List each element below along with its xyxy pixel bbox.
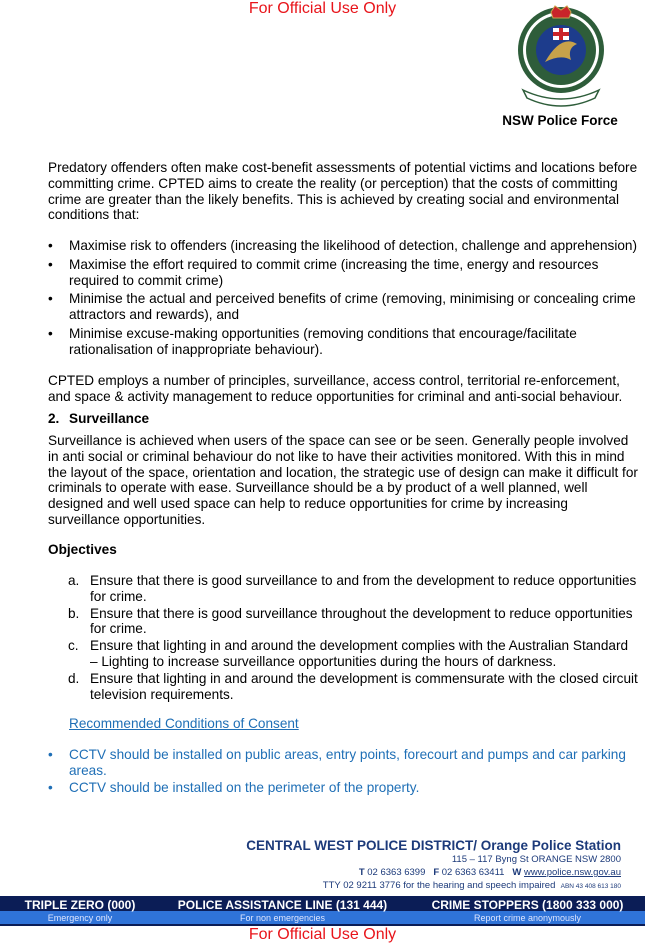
tty-line: TTY 02 9211 3776 for the hearing and speech impaired ABN 43 408 613 180 bbox=[322, 880, 621, 891]
criteria-list bbox=[48, 238, 640, 361]
website-link[interactable]: www.police.nsw.gov.au bbox=[524, 867, 621, 878]
triple-zero: TRIPLE ZERO (000) Emergency only bbox=[24, 898, 136, 923]
list-item: b. Ensure that there is good surveillance throughout the development to reduce opportunities for crime. bbox=[68, 605, 633, 637]
brand-name: NSW Police Force bbox=[502, 113, 618, 128]
contact-block bbox=[240, 853, 621, 893]
list-item: • Minimise the actual and perceived benefits of crime (removing, minimising or concealing crime attractors and rewards), and bbox=[48, 291, 636, 323]
abn: ABN 43 408 613 180 bbox=[560, 883, 621, 890]
classification-header: For Official Use Only bbox=[248, 0, 397, 17]
recommended-conditions-link[interactable]: Recommended Conditions of Consent bbox=[69, 716, 299, 731]
list-item: • Maximise risk to offenders (increasing the likelihood of detection, challenge and apprehension) bbox=[48, 238, 637, 253]
list-item: • CCTV should be installed on public areas, entry points, forecourt and pumps and car parking areas. bbox=[48, 747, 626, 778]
crime-stoppers: CRIME STOPPERS (1800 333 000) Report crime anonymously bbox=[431, 898, 624, 923]
bullet-icon: • bbox=[48, 291, 53, 307]
emergency-numbers-band bbox=[0, 896, 645, 926]
classification-footer: For Official Use Only bbox=[248, 926, 397, 943]
recommendations-list bbox=[48, 747, 640, 796]
list-item: d. Ensure that lighting in and around the development is commensurate with the closed circuit television requirements. bbox=[68, 670, 638, 702]
list-item: • CCTV should be installed on the perimeter of the property. bbox=[48, 779, 420, 795]
objectives-list bbox=[68, 573, 638, 703]
bullet-icon: • bbox=[48, 325, 53, 341]
bullet-icon: • bbox=[48, 256, 53, 272]
contact-line: T 02 6363 6399 F 02 6363 63411 W www.police.nsw.gov.au bbox=[358, 867, 621, 878]
list-item: • Maximise the effort required to commit crime (increasing the time, energy and resources required to commit crime) bbox=[48, 256, 599, 288]
cpted-paragraph: CPTED employs a number of principles, surveillance, access control, territorial re-enforcement, and space & activity management to reduce opportunities for criminal and anti-social behaviour. bbox=[48, 373, 623, 404]
section-heading: 2. Surveillance bbox=[48, 411, 150, 426]
nsw-police-crest-icon bbox=[515, 4, 607, 112]
objectives-heading: Objectives bbox=[48, 542, 117, 557]
bullet-icon: • bbox=[48, 747, 53, 762]
bullet-icon: • bbox=[48, 238, 53, 253]
list-item: a. Ensure that there is good surveillance to and from the development to reduce opportunities for crime. bbox=[68, 573, 637, 604]
address: 115 – 117 Byng St ORANGE NSW 2800 bbox=[451, 854, 621, 865]
bullet-icon: • bbox=[48, 779, 53, 795]
intro-paragraph: Predatory offenders often make cost-benefit assessments of potential victims and locations before committing crime. CPTED aims to create the reality (or perception) that the costs of committing crime are greater than the likely benefits. This is achieved by creating social and environmental conditions that: bbox=[48, 160, 638, 223]
district-name: CENTRAL WEST POLICE DISTRICT/ Orange Police Station bbox=[246, 838, 621, 853]
list-item: c. Ensure that lighting in and around the development complies with the Australian Standard – Lighting to increase surveillance opportunities during the hours of darkness. bbox=[68, 638, 629, 669]
surveillance-paragraph: Surveillance is achieved when users of the space can see or be seen. Generally people involved in anti social or criminal behaviour do not like to have their activities monitored. With this in mind the layout of the space, orientation and location, the strategic use of design can make it difficult for criminals to operate with ease. Surveillance should be a by product of a well planned, well designed and well used space can help to reduce opportunities for crime by increasing surveillance opportunities. bbox=[48, 433, 638, 527]
list-item: • Minimise excuse-making opportunities (removing conditions that encourage/facilitate rationalisation of inappropriate behaviour). bbox=[48, 325, 577, 357]
police-assistance-line: POLICE ASSISTANCE LINE (131 444) For non emergencies bbox=[177, 898, 388, 923]
